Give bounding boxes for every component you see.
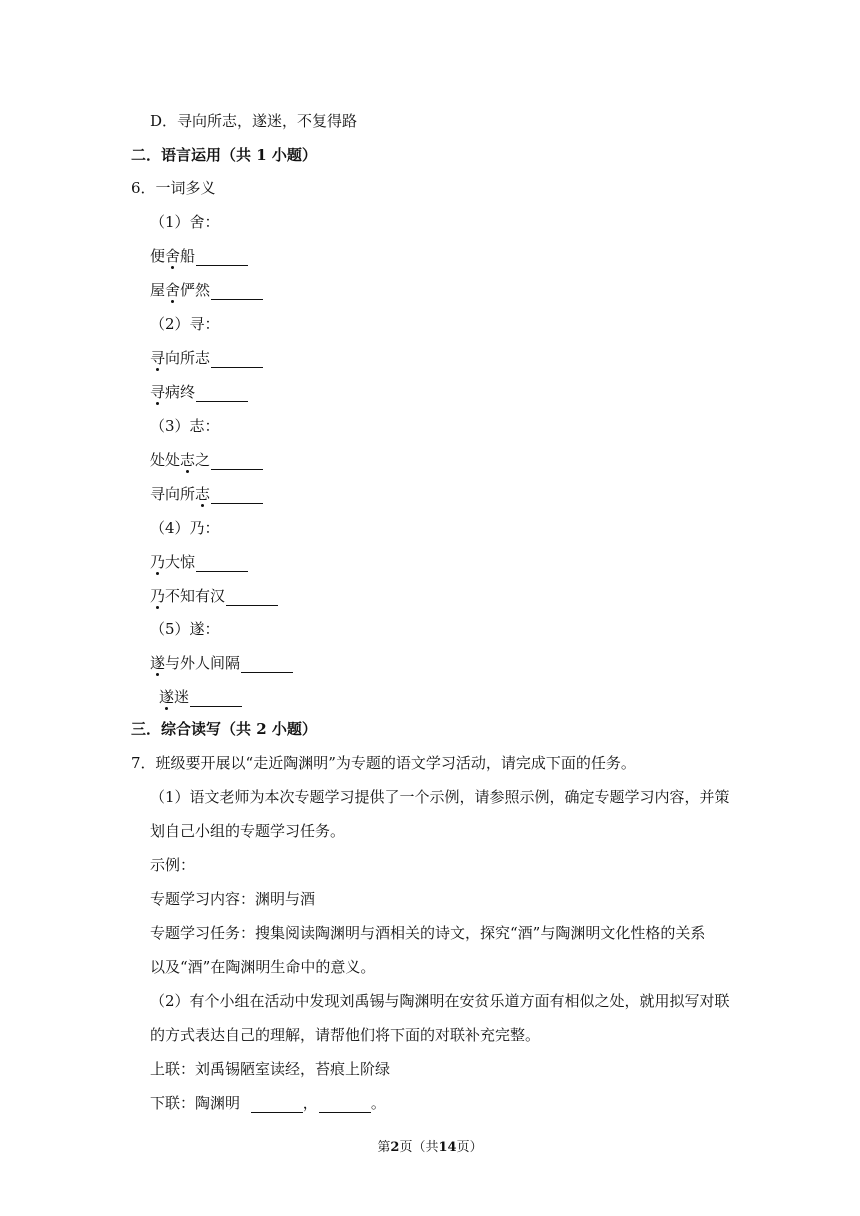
answer-blank[interactable] (251, 1096, 303, 1113)
q7-lower-couplet (150, 1093, 386, 1113)
q6-item-key-char: 志 (180, 451, 196, 469)
q6-item (150, 348, 263, 368)
answer-blank[interactable] (196, 555, 248, 572)
q7-example-task-line2: 以及“酒”在陶渊明生命中的意义。 (150, 958, 376, 976)
q6-item (150, 280, 263, 300)
q6-item-text-before: 便 (150, 247, 166, 265)
q6-item-text-after: 迷 (174, 688, 190, 706)
answer-blank[interactable] (196, 385, 248, 402)
q6-group-label: （5）遂： (150, 620, 220, 638)
q6-item-key-char: 乃 (150, 587, 166, 605)
answer-blank[interactable] (211, 453, 263, 470)
q6-item-text-after: 与外人间隔 (165, 654, 241, 672)
q6-item-text-after: 大惊 (165, 553, 196, 571)
q6-item-text-before: 屋 (150, 281, 166, 299)
q6-item-key-char: 舍 (165, 247, 181, 265)
footer-total-pages: 14 (438, 1140, 457, 1155)
q6-item-text-before: 寻向所 (150, 485, 196, 503)
page-footer (0, 1140, 860, 1156)
footer-mid: 页（共 (399, 1140, 439, 1155)
q6-item-text-after: 之 (195, 451, 211, 469)
q6-item (150, 552, 248, 572)
q6-item (150, 484, 263, 504)
lower-couplet-prefix: 下联：陶渊明 (150, 1094, 241, 1112)
q6-item-text-after: 船 (180, 247, 196, 265)
q7-part1-line1: （1）语文老师为本次专题学习提供了一个示例，请参照示例，确定专题学习内容，并策 (150, 788, 730, 806)
answer-blank[interactable] (211, 283, 263, 300)
q5-option-d: D．寻向所志，遂迷，不复得路 (150, 112, 358, 130)
q6-item (150, 382, 248, 402)
answer-blank[interactable] (211, 487, 263, 504)
q6-group-label: （2）寻： (150, 315, 220, 333)
q6-group-label: （3）志： (150, 417, 220, 435)
q7-part2-line1: （2）有个小组在活动中发现刘禹锡与陶渊明在安贫乐道方面有相似之处，就用拟写对联 (150, 992, 730, 1010)
q6-item-key-char: 遂 (159, 688, 175, 706)
q6-item-text-after: 病终 (165, 383, 196, 401)
section-2-heading: 二．语言运用（共 1 小题） (131, 146, 317, 164)
q7-example-label: 示例： (150, 856, 196, 874)
q7-upper-couplet: 上联：刘禹锡陋室读经，苔痕上阶绿 (150, 1060, 391, 1078)
footer-pre: 第 (377, 1140, 391, 1155)
q6-item-key-char: 舍 (165, 281, 181, 299)
q6-item (150, 246, 248, 266)
q6-item (150, 653, 293, 673)
q6-group-label: （4）乃： (150, 519, 220, 537)
q7-stem: 7．班级要开展以“走近陶渊明”为专题的语文学习活动，请完成下面的任务。 (131, 754, 636, 772)
answer-blank[interactable] (190, 690, 242, 707)
q6-item-key-char: 寻 (150, 383, 166, 401)
q6-item-key-char: 遂 (150, 654, 166, 672)
answer-blank[interactable] (196, 249, 248, 266)
q6-stem: 6．一词多义 (131, 179, 216, 197)
answer-blank[interactable] (241, 656, 293, 673)
footer-post: 页） (456, 1140, 483, 1155)
q6-item (150, 586, 278, 606)
lower-couplet-comma: ， (302, 1094, 318, 1112)
q7-example-content: 专题学习内容：渊明与酒 (150, 890, 316, 908)
footer-page-number: 2 (390, 1140, 400, 1155)
q6-group-label: （1）舍： (150, 213, 220, 231)
q6-item-key-char: 寻 (150, 349, 166, 367)
q6-item-key-char: 志 (195, 485, 211, 503)
q6-item-text-before: 处处 (150, 451, 181, 469)
q6-item-text-after: 不知有汉 (165, 587, 226, 605)
q7-part2-line2: 的方式表达自己的理解，请帮他们将下面的对联补充完整。 (150, 1026, 541, 1044)
q6-item-text-after: 俨然 (180, 281, 211, 299)
answer-blank[interactable] (319, 1096, 371, 1113)
lower-couplet-end: 。 (370, 1094, 386, 1112)
q7-part1-line2: 划自己小组的专题学习任务。 (150, 822, 346, 840)
q6-item-key-char: 乃 (150, 553, 166, 571)
q6-item (150, 450, 263, 470)
section-3-heading: 三．综合读写（共 2 小题） (131, 720, 317, 738)
answer-blank[interactable] (211, 351, 263, 368)
answer-blank[interactable] (226, 589, 278, 606)
q7-example-task-line1: 专题学习任务：搜集阅读陶渊明与酒相关的诗文，探究“酒”与陶渊明文化性格的关系 (150, 924, 706, 942)
q6-item-text-after: 向所志 (165, 349, 211, 367)
q6-item (159, 687, 242, 707)
